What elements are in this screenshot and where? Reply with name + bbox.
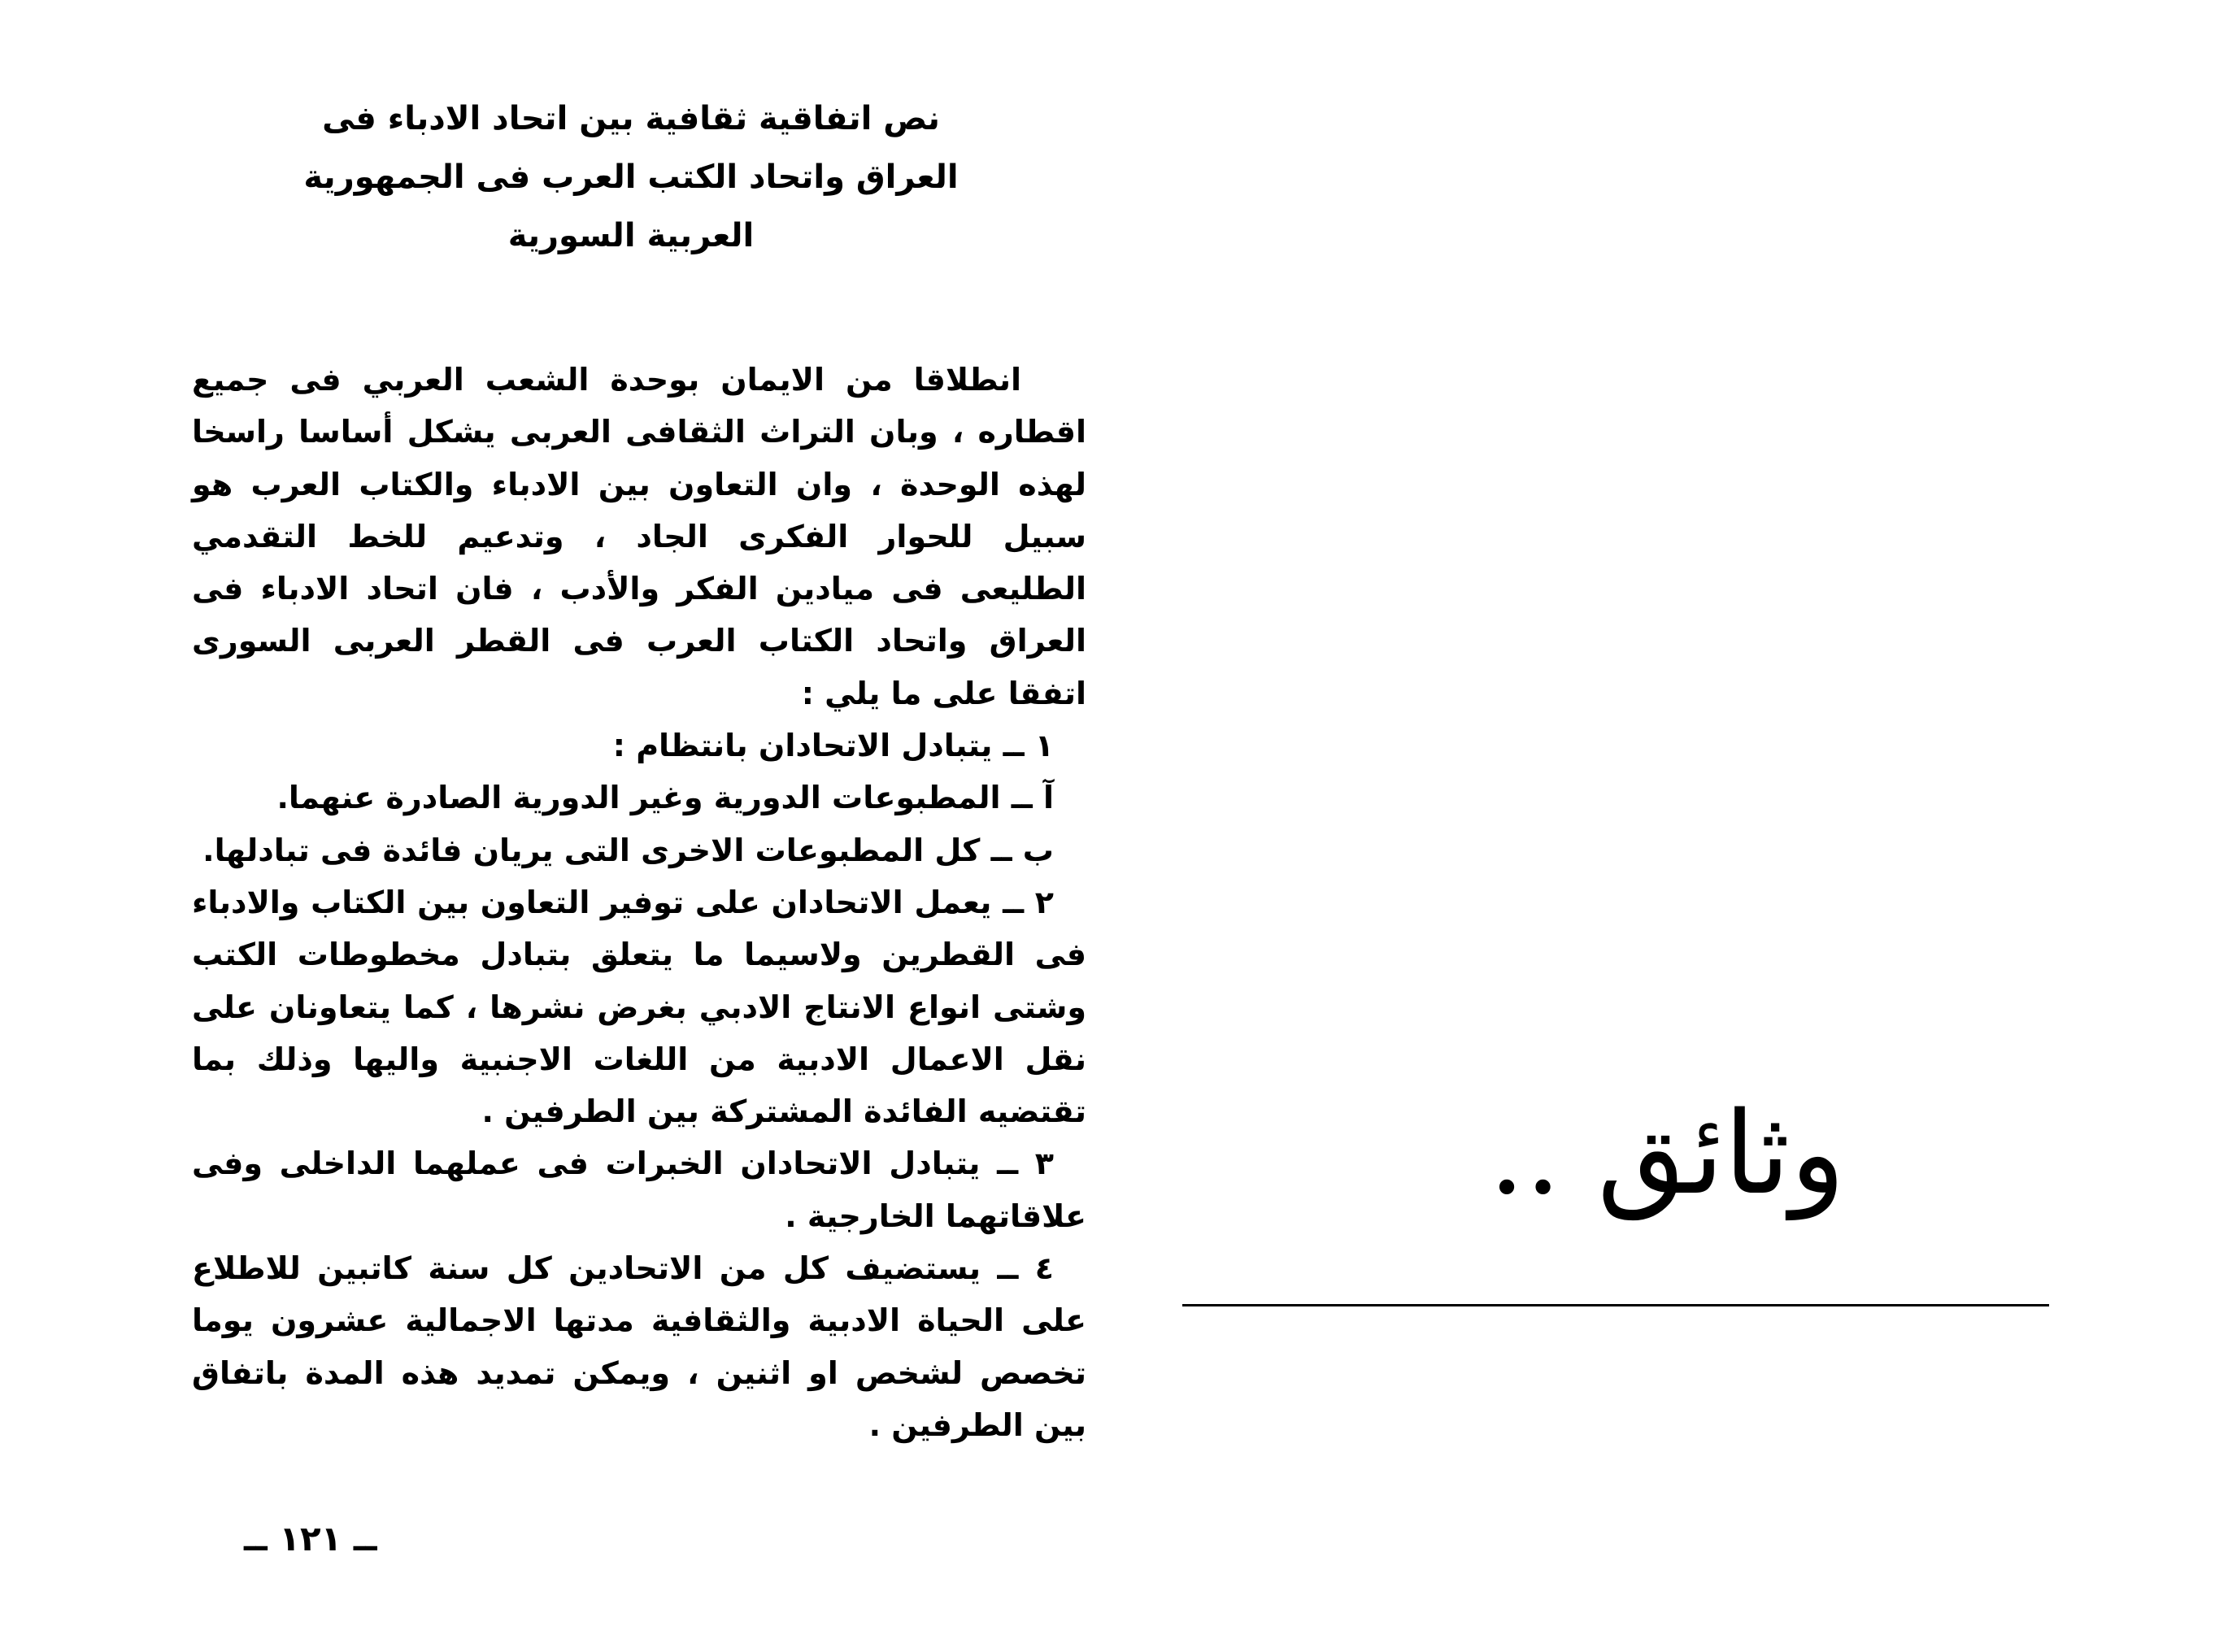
section-heading-handwritten: وثائق .. xyxy=(1488,1088,1846,1220)
article-2: ٢ ــ يعمل الاتحادان على توفير التعاون بين الكتاب والادباء فى القطرين ولاسيما ما يتعلق بتبادل مخطوطات الكتب وشتى انواع الانتاج الادبي بغرض نشرها ، كما يتعاونان على نقل الاعمال الادبية من اللغات الاجنبية واليها وذلك بما تقتضيه الفائدة المشتركة بين الطرفين . xyxy=(192,884,1086,1130)
intro-paragraph: انطلاقا من الايمان بوحدة الشعب العربي فى جميع اقطاره ، وبان التراث الثقافى العربى يشكل أساسا راسخا لهذه الوحدة ، وان التعاون بين الادباء والكتاب العرب هو سبيل للحوار الفكرى الجاد ، وتدعيم للخط التقدمي الطليعى فى ميادين الفكر والأدب ، فان اتحاد الادباء فى العراق واتحاد الكتاب العرب فى القطر العربى السورى اتفقا على ما يلي : xyxy=(192,362,1086,711)
article-4: ٤ ــ يستضيف كل من الاتحادين كل سنة كاتبين للاطلاع على الحياة الادبية والثقافية مدتها الاجمالية عشرون يوما تخصص لشخص او اثنين ، ويمكن تمديد هذه المدة باتفاق بين الطرفين . xyxy=(192,1250,1086,1443)
article-1a: آ ــ المطبوعات الدورية وغير الدورية الصادرة عنهما. xyxy=(276,780,1054,816)
page-number: ــ ١٢١ ــ xyxy=(244,1519,377,1559)
right-page xyxy=(1171,0,2228,1652)
article-1: ١ ــ يتبادل الاتحادان بانتظام : xyxy=(612,728,1054,764)
left-page xyxy=(192,81,1086,1610)
article-3: ٣ ــ يتبادل الاتحادان الخبرات فى عملهما الداخلى وفى علاقاتهما الخارجية . xyxy=(192,1146,1086,1234)
section-divider-line xyxy=(1182,1304,2049,1306)
document-body xyxy=(192,354,1086,1451)
document-title: نص اتفاقية ثقافية بين اتحاد الادباء فى العراق واتحاد الكتب العرب فى الجمهورية العربية السورية xyxy=(303,100,959,254)
article-1b: ب ــ كل المطبوعات الاخرى التى يريان فائدة فى تبادلها. xyxy=(202,832,1054,868)
